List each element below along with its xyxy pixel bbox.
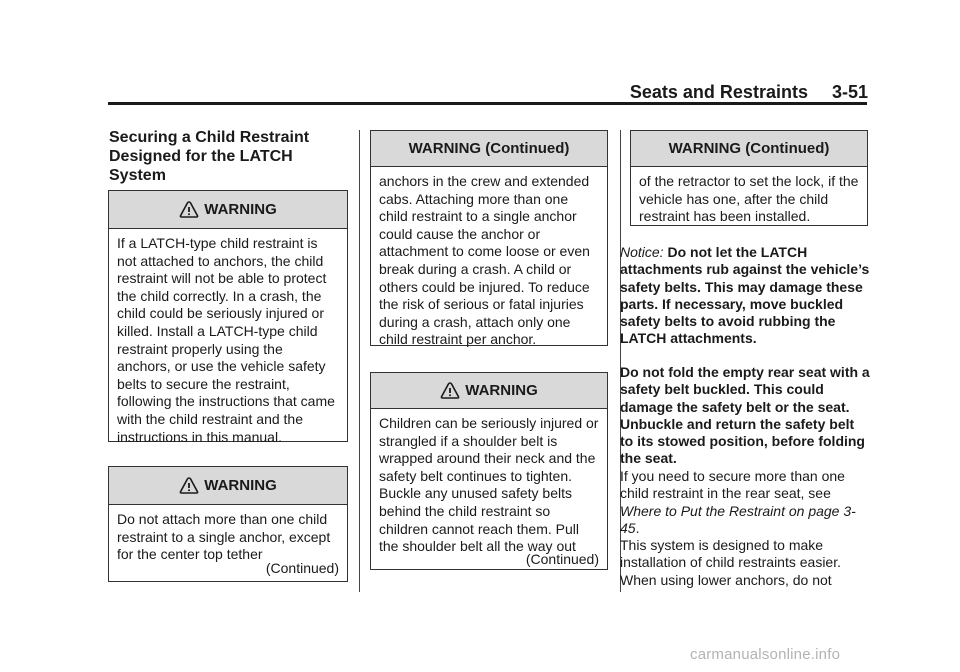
warning-box-3 (370, 372, 608, 570)
fold-warning-paragraph: Do not fold the empty rear seat with a safety belt buckled. This could damage the safety belt or the seat. Unbuckle and return the safety belt to its stowed position, before folding the seat. (620, 364, 870, 467)
continued-label: (Continued) (265, 560, 339, 576)
warning-box-1 (108, 190, 348, 445)
notice-paragraph (620, 244, 870, 348)
watermark: carmanualsonline.info (690, 646, 841, 663)
cross-reference-link[interactable]: Where to Put the Restraint on page 3-45 (620, 502, 856, 536)
notice-text: Do not let the LATCH attachments rub against the vehicle’s safety belts. This may damage these parts. If necessary, move buckled safety belts to avoid rubbing the LATCH attachments. (620, 244, 870, 347)
warning-box-2 (108, 466, 348, 582)
section-title: Seats and Restraints (629, 82, 808, 102)
notice-label: Notice: (620, 244, 664, 260)
body-paragraph-2: This system is designed to make installation of child restraints easier. When using lower anchors, do not (620, 537, 841, 588)
warning-body: anchors in the crew and extended cabs. Attaching more than one child restraint to a single anchor could cause the anchor or attachment to come loose or even break during a crash. A child or others could be injured. To reduce the risk of serious or fatal injuries during a crash, attach only one child restraint per anchor. (379, 173, 590, 348)
warning-box-header (371, 373, 607, 409)
page-number: 3-51 (831, 82, 868, 102)
warning-body: of the retractor to set the lock, if the vehicle has one, after the child restraint has been installed. (639, 173, 859, 225)
warning-title: WARNING (Continued) (408, 140, 570, 157)
para1-end: . (635, 519, 640, 536)
warning-title: WARNING (465, 382, 538, 399)
warning-box-header (371, 131, 607, 167)
warning-box-continued (630, 130, 868, 226)
warning-box-header (109, 191, 347, 229)
body-paragraph-1 (620, 468, 870, 537)
warning-title: WARNING (204, 201, 277, 218)
warning-title: WARNING (204, 477, 277, 494)
continued-label: (Continued) (525, 551, 599, 567)
warning-body: If a LATCH-type child restraint is not attached to anchors, the child restraint will not be able to protect the child correctly. In a crash, the child could be seriously injured or killed. Install a LATCH-type child restraint properly using the anchors, or use the vehicle safety belts to secure the restraint, following the instructions that came with the child restraint and the instructions in this manual. (117, 235, 335, 445)
warning-triangle-icon (179, 200, 199, 220)
warning-triangle-icon (440, 381, 460, 401)
header-title (600, 82, 868, 103)
warning-box-continued (370, 130, 608, 346)
warning-triangle-icon (179, 476, 199, 496)
header-rule (108, 102, 867, 105)
column-divider-1 (359, 130, 360, 592)
section-heading: Securing a Child Restraint Designed for the LATCH System (109, 129, 310, 184)
warning-box-header (631, 131, 867, 167)
warning-body: Do not attach more than one child restraint to a single anchor, except for the center top tether (117, 511, 331, 563)
warning-box-header (109, 467, 347, 505)
para1-text: If you need to secure more than one child restraint in the rear seat, see (620, 468, 845, 502)
warning-title: WARNING (Continued) (668, 140, 830, 157)
warning-body: Children can be seriously injured or strangled if a shoulder belt is wrapped around their neck and the safety belt continues to tighten. Buckle any unused safety belts behind the child restraint so children cannot reach them. Pull the shoulder belt all the way out (379, 415, 599, 555)
